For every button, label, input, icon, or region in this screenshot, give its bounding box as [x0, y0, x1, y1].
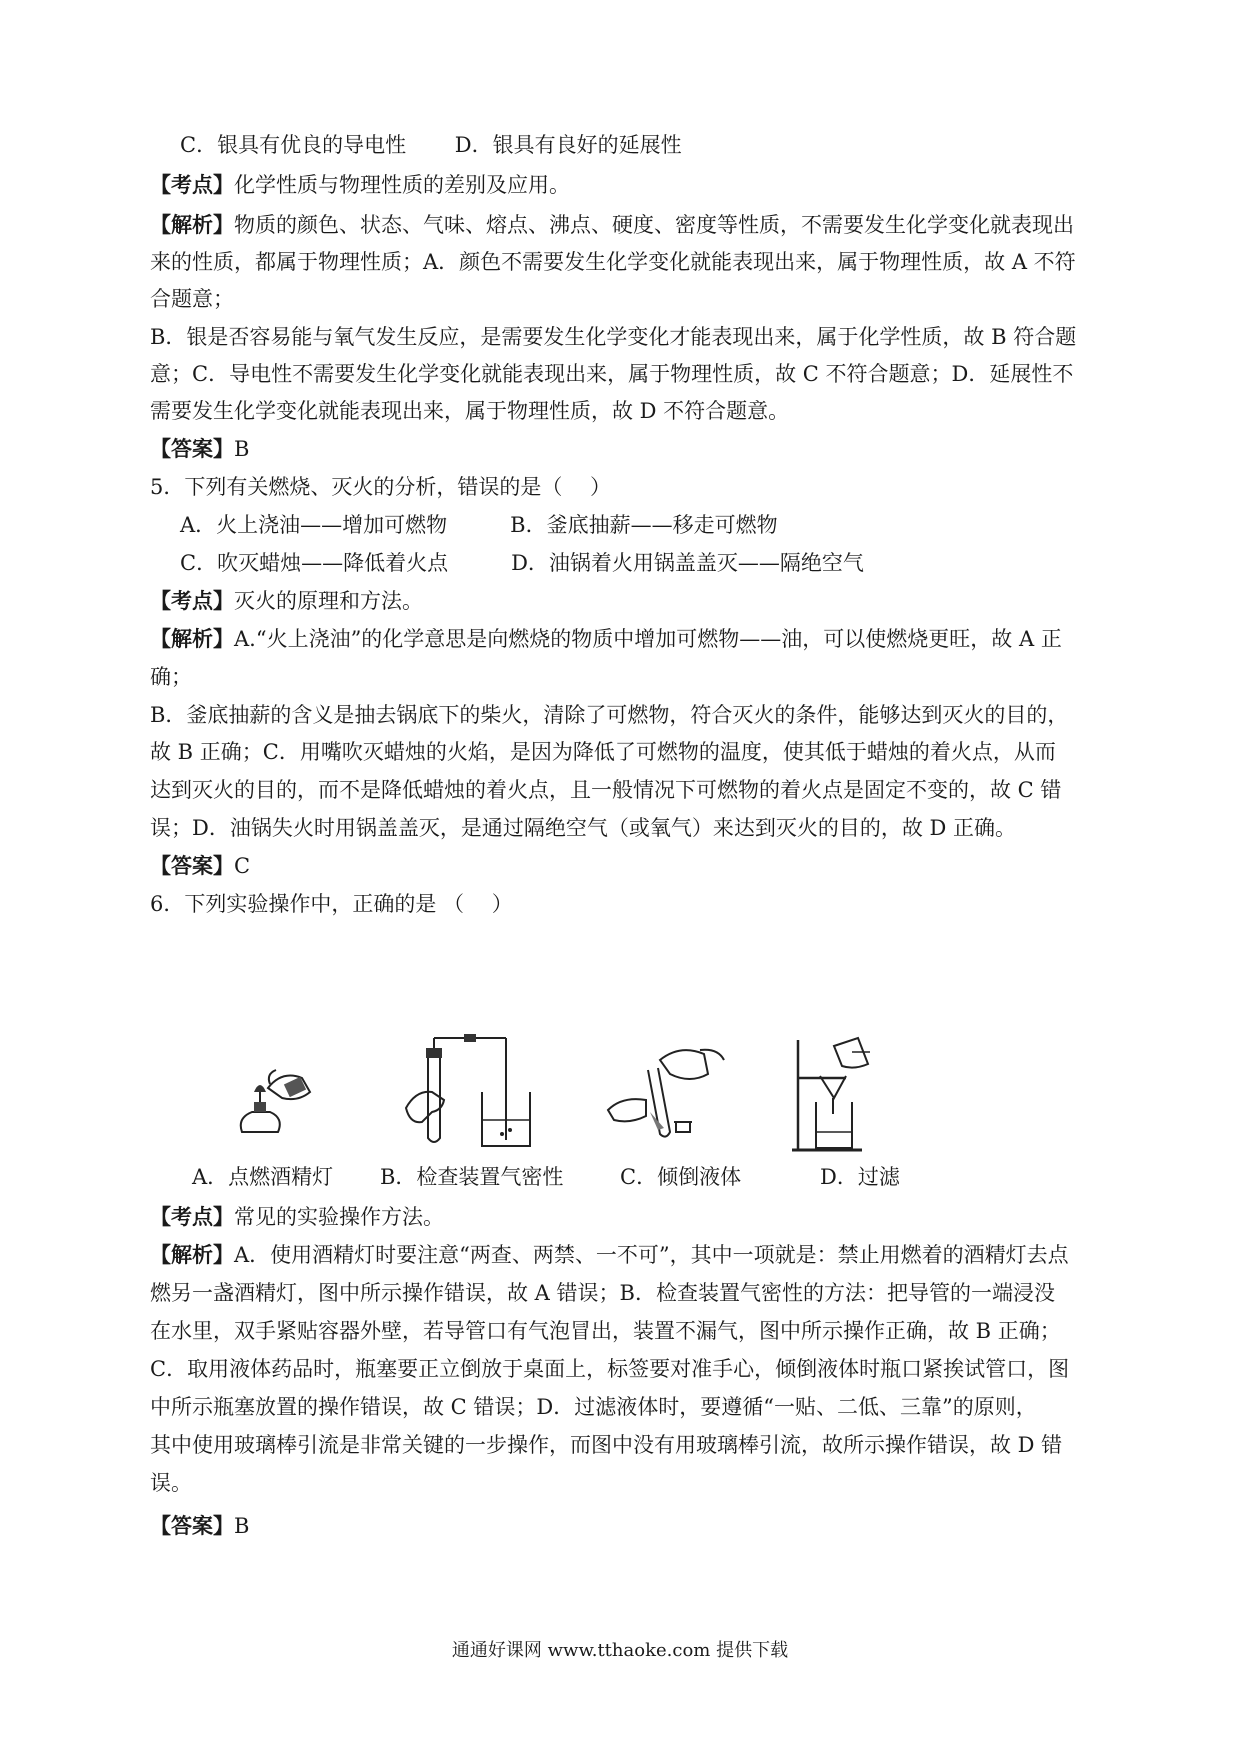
kaodian-text: 常见的实验操作方法。	[234, 1205, 444, 1229]
q6-jiexi-line: 其中使用玻璃棒引流是非常关键的一步操作，而图中没有用玻璃棒引流，故所示操作错误，故 D 错	[150, 1433, 1063, 1457]
figure-label-d: D．过滤	[820, 1165, 900, 1189]
q4-jiexi-line: 需要发生化学变化就能表现出来，属于物理性质，故 D 不符合题意。	[150, 399, 790, 423]
page-footer: 通通好课网 www.tthaoke.com 提供下载	[451, 1640, 789, 1661]
q6-jiexi-line: 在水里，双手紧贴容器外壁，若导管口有气泡冒出，装置不漏气，图中所示操作正确，故 B 正确；	[150, 1319, 1061, 1343]
q4-jiexi-line: 意；C．导电性不需要发生化学变化就能表现出来，属于物理性质，故 C 不符合题意；D．延展性不	[150, 362, 1074, 386]
jiexi-text: A．使用酒精灯时要注意“两查、两禁、一不可”，其中一项就是：禁止用燃着的酒精灯去点	[234, 1243, 1069, 1267]
figure-label-b: B．检查装置气密性	[380, 1165, 564, 1189]
figure-d-filtration	[782, 1032, 902, 1157]
q5-jiexi-line: 故 B 正确；C．用嘴吹灭蜡烛的火焰，是因为降低了可燃物的温度，使其低于蜡烛的着火点，从而	[150, 740, 1056, 764]
q5-options-cd: C．吹灭蜡烛——降低着火点 D．油锅着火用锅盖盖灭——隔绝空气	[180, 551, 864, 575]
q5-options-ab: A．火上浇油——增加可燃物 B．釜底抽薪——移走可燃物	[180, 513, 778, 537]
q5-kaodian	[150, 587, 423, 615]
kaodian-label: 【考点】	[150, 172, 234, 197]
jiexi-label: 【解析】	[150, 1242, 234, 1267]
answer-label: 【答案】	[150, 1513, 234, 1538]
kaodian-label: 【考点】	[150, 588, 234, 613]
jiexi-text: A.“火上浇油”的化学意思是向燃烧的物质中增加可燃物——油，可以使燃烧更旺，故 A 正	[234, 627, 1062, 651]
q6-jiexi-line: 误。	[150, 1471, 192, 1495]
q5-answer	[150, 852, 250, 880]
q4-jiexi-line: 来的性质，都属于物理性质；A．颜色不需要发生化学变化就能表现出来，属于物理性质，故 A 不符	[150, 250, 1076, 274]
kaodian-text: 化学性质与物理性质的差别及应用。	[234, 173, 570, 197]
figure-c-pouring	[600, 1040, 730, 1155]
q5-jiexi-line: B．釜底抽薪的含义是抽去锅底下的柴火，清除了可燃物，符合灭火的条件，能够达到灭火的目的，	[150, 703, 1069, 727]
figure-label-c: C．倾倒液体	[620, 1165, 742, 1189]
q4-answer	[150, 435, 249, 463]
q6-jiexi-line: 中所示瓶塞放置的操作错误，故 C 错误；D．过滤液体时，要遵循“一贴、二低、三靠”的原则，	[150, 1395, 1037, 1419]
q6-stem: 6．下列实验操作中，正确的是 （ ）	[150, 892, 513, 916]
jiexi-text: 物质的颜色、状态、气味、熔点、沸点、硬度、密度等性质，不需要发生化学变化就表现出	[234, 213, 1074, 237]
q6-jiexi-line: 燃另一盏酒精灯，图中所示操作错误，故 A 错误；B．检查装置气密性的方法：把导管的一端浸没	[150, 1281, 1055, 1305]
q5-jiexi-line	[150, 625, 1062, 653]
q4-kaodian	[150, 171, 570, 199]
q6-answer	[150, 1512, 249, 1540]
q6-kaodian	[150, 1203, 444, 1231]
figure-label-a: A．点燃酒精灯	[192, 1165, 334, 1189]
answer-value: C	[234, 854, 251, 878]
kaodian-label: 【考点】	[150, 1204, 234, 1229]
q5-jiexi-line: 误；D．油锅失火时用锅盖盖灭，是通过隔绝空气（或氧气）来达到灭火的目的，故 D 正确。	[150, 816, 1017, 840]
q5-jiexi-line: 确；	[150, 665, 192, 689]
jiexi-label: 【解析】	[150, 626, 234, 651]
q6-jiexi-line	[150, 1241, 1069, 1269]
q4-jiexi-line: B．银是否容易能与氧气发生反应，是需要发生化学变化才能表现出来，属于化学性质，故 B 符合题	[150, 325, 1077, 349]
kaodian-text: 灭火的原理和方法。	[234, 589, 423, 613]
figure-a-lighting-lamp	[232, 1040, 322, 1140]
answer-value: B	[234, 1514, 250, 1538]
q5-stem: 5．下列有关燃烧、灭火的分析，错误的是（ ）	[150, 475, 612, 499]
q4-jiexi-line: 合题意；	[150, 287, 234, 311]
q5-jiexi-line: 达到灭火的目的，而不是降低蜡烛的着火点，且一般情况下可燃物的着火点是固定不变的，故 C 错	[150, 778, 1062, 802]
figure-b-airtightness	[402, 1030, 542, 1155]
q4-options-cd: C．银具有优良的导电性 D．银具有良好的延展性	[180, 133, 682, 157]
q4-jiexi-line	[150, 211, 1074, 239]
answer-label: 【答案】	[150, 436, 234, 461]
q6-jiexi-line: C．取用液体药品时，瓶塞要正立倒放于桌面上，标签要对准手心，倾倒液体时瓶口紧挨试管口，图	[150, 1357, 1070, 1381]
answer-value: B	[234, 437, 250, 461]
answer-label: 【答案】	[150, 853, 234, 878]
jiexi-label: 【解析】	[150, 212, 234, 237]
